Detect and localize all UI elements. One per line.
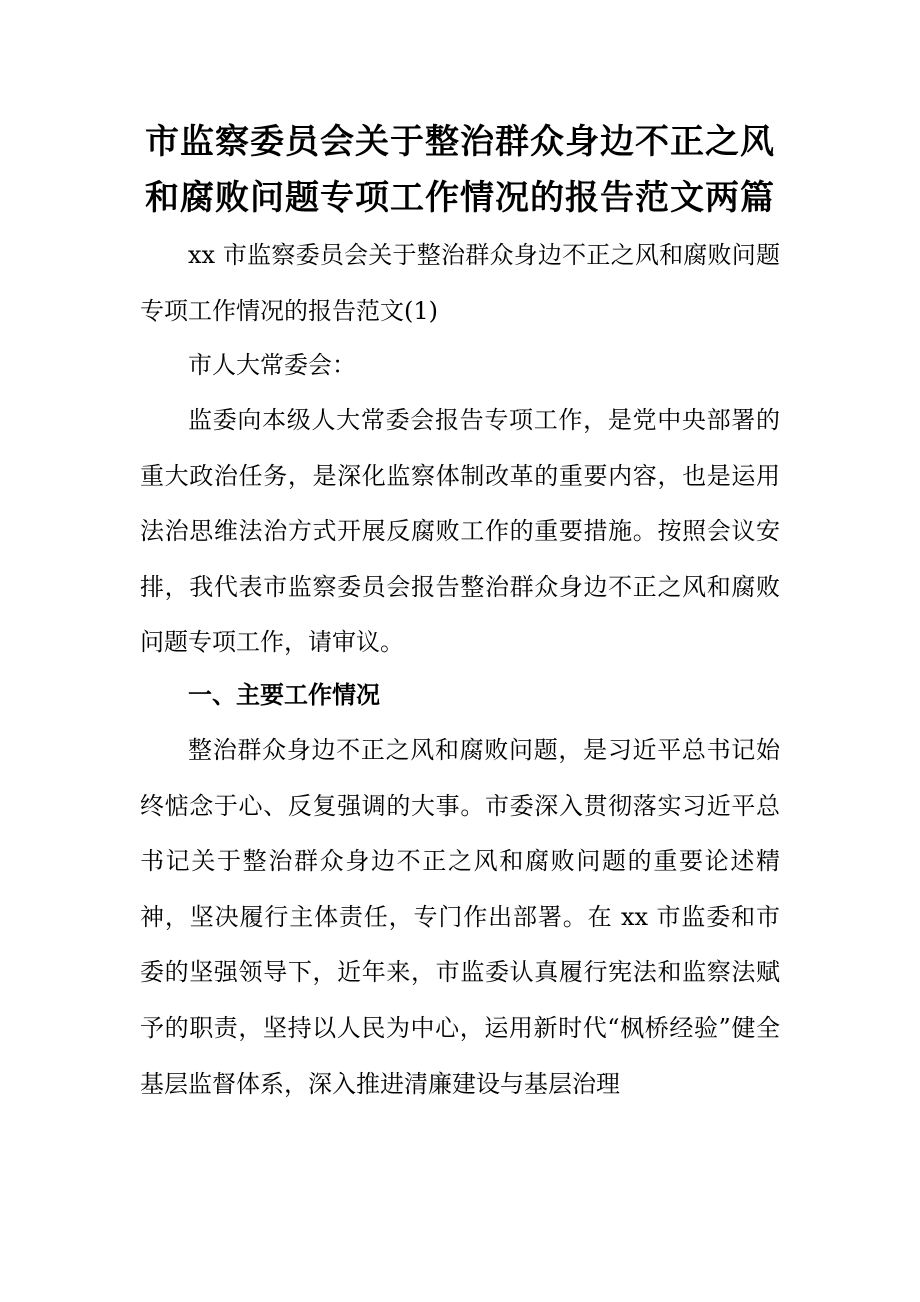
document-subtitle: xx 市监察委员会关于整治群众身边不正之风和腐败问题专项工作情况的报告范文(1) [140, 241, 780, 325]
section-heading-main-work: 一、主要工作情况 [188, 681, 380, 709]
document-title-line-1: 市监察委员会关于整治群众身边不正之风 [145, 122, 775, 162]
document-title-line-2: 和腐败问题专项工作情况的报告范文两篇 [145, 178, 775, 218]
paragraph-main-work: 整治群众身边不正之风和腐败问题，是习近平总书记始终惦念于心、反复强调的大事。市委深入贯彻落实习近平总书记关于整治群众身边不正之风和腐败问题的重要论述精神，坚决履行主体责任，专门作出部署。在 xx 市监委和市委的坚强领导下，近年来，市监委认真履行宪法和监察法赋予的职责，坚持以人民为中心，运用新时代“枫桥经验”健全基层监督体系，深入推进清廉建设与基层治理 [140, 736, 780, 1098]
paragraph-intro: 监委向本级人大常委会报告专项工作，是党中央部署的重大政治任务，是深化监察体制改革的重要内容，也是运用法治思维法治方式开展反腐败工作的重要措施。按照会议安排，我代表市监察委员会报告整治群众身边不正之风和腐败问题专项工作，请审议。 [140, 406, 780, 657]
salutation: 市人大常委会： [188, 351, 356, 379]
